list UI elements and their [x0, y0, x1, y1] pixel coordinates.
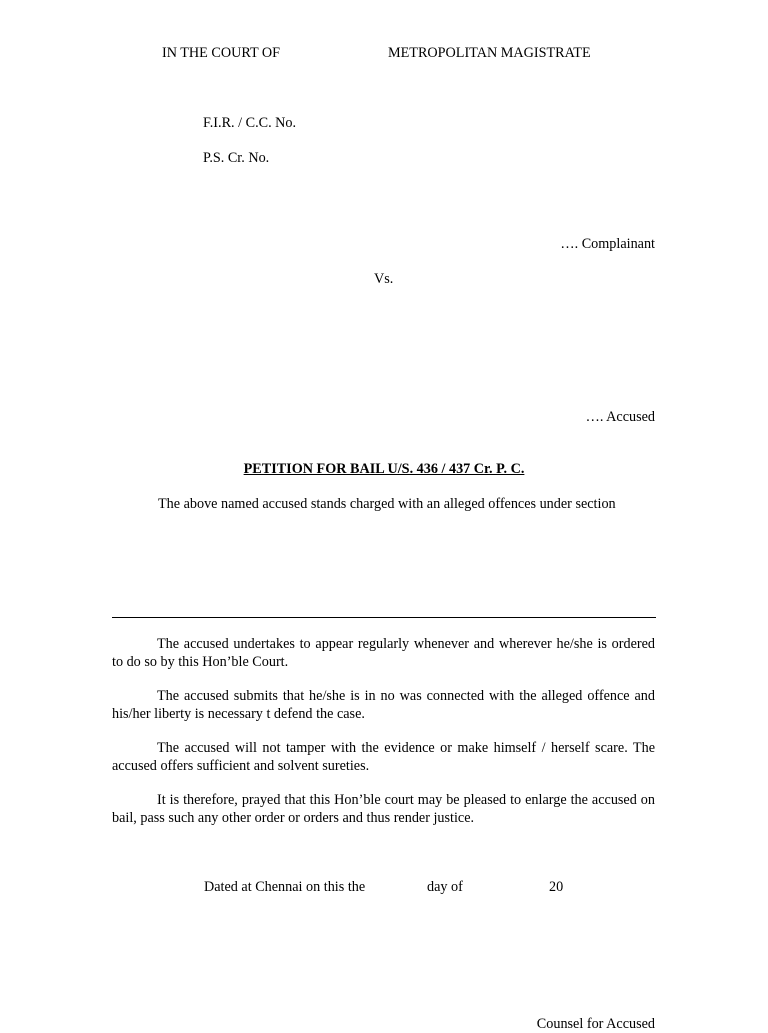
dated-label: Dated at Chennai on this the — [204, 879, 366, 895]
year-label: 20 — [549, 879, 564, 895]
complainant-label: …. Complainant — [560, 236, 655, 252]
petition-title: PETITION FOR BAIL U/S. 436 / 437 Cr. P. C. — [243, 461, 525, 477]
day-of-label: day of — [427, 879, 463, 895]
charge-intro: The above named accused stands charged with an alleged offences under section — [158, 496, 616, 512]
fir-cc-number-label: F.I.R. / C.C. No. — [203, 115, 297, 131]
paragraph-submission: The accused submits that he/she is in no was connected with the alleged offence and his/her liberty is necessary t defend the case. — [112, 688, 655, 722]
court-header-right: METROPOLITAN MAGISTRATE — [388, 45, 591, 61]
court-header-left: IN THE COURT OF — [162, 45, 281, 61]
section-rule — [112, 617, 656, 618]
paragraph-sureties: The accused will not tamper with the evidence or make himself / herself scare. The accused offers sufficient and solvent sureties. — [112, 740, 655, 774]
counsel-signature-label: Counsel for Accused — [536, 1016, 655, 1032]
paragraph-undertaking: The accused undertakes to appear regularly whenever and wherever he/she is ordered to do so by this Hon’ble Court. — [112, 636, 655, 670]
accused-label: …. Accused — [585, 409, 655, 425]
ps-cr-number-label: P.S. Cr. No. — [203, 150, 270, 166]
versus-label: Vs. — [374, 271, 394, 287]
paragraph-prayer: It is therefore, prayed that this Hon’ble court may be pleased to enlarge the accused on bail, pass such any other order or orders and thus render justice. — [112, 792, 655, 826]
